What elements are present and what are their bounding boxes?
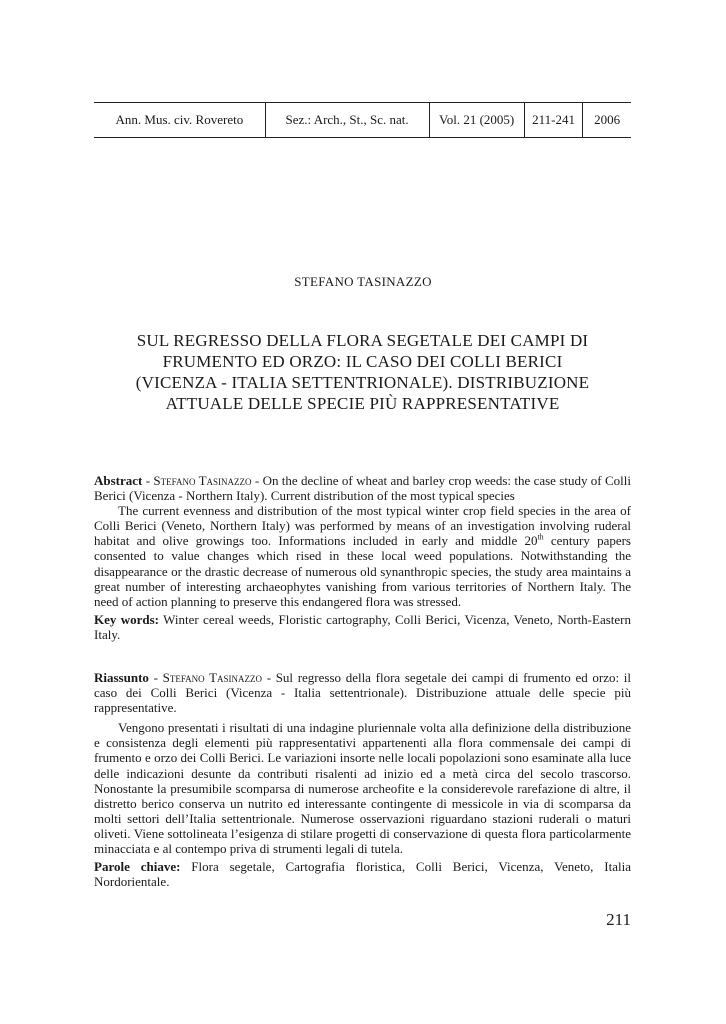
title-line: SUL REGRESSO DELLA FLORA SEGETALE DEI CAMPI DI — [136, 331, 589, 350]
abstract-label: Abstract — [94, 473, 143, 488]
abstract-heading-text: - On the decline of wheat and barley crop weeds: the case study of Colli Berici (Vicenza - Northern Italy). Current distribution of the most typical species — [94, 473, 631, 504]
riassunto-section — [94, 670, 631, 889]
riassunto-heading-text: - Sul regresso della flora segetale dei campi di frumento ed orzo: il caso dei Colli Berici (Vicenza - Italia settentrionale). Distribuzione attuale delle specie più rappresentative. — [94, 670, 631, 716]
page-number: 211 — [606, 910, 631, 929]
riassunto-author: Stefano Tasinazzo — [162, 670, 263, 685]
title-line: (VICENZA - ITALIA SETTENTRIONALE). DISTRIBUZIONE — [135, 373, 590, 392]
abstract-section — [94, 473, 631, 642]
journal-volume: Vol. 21 (2005) — [430, 103, 525, 137]
abstract-heading — [94, 473, 631, 503]
riassunto-separator: - — [148, 670, 163, 685]
keywords — [94, 612, 631, 642]
abstract-separator: - — [142, 473, 154, 488]
title-line: ATTUALE DELLE SPECIE PIÙ RAPPRESENTATIVE — [165, 394, 560, 413]
abstract-author: Stefano Tasinazzo — [153, 473, 252, 488]
author-name: STEFANO TASINAZZO — [294, 274, 432, 289]
abstract-body-text-cont: century papers consented to value changes which rised in these local weed populations. Notwithstanding the disappearance or the drastic decrease of numerous old synanthropic species, the study area maintains a great number of interesting archaeophytes vanishing from various territories of Northern Italy. The need of action planning to preserve this endangered flora was stressed. — [94, 533, 631, 609]
abstract-sup: th — [537, 533, 544, 543]
abstract-body-text: The current evenness and distribution of the most typical winter crop field species in the area of Colli Berici (Veneto, Northern Italy) was performed by means of an investigation involving ruderal habitat and olive growings too. Informations included in early and middle 20 — [94, 503, 631, 549]
journal-header — [94, 102, 631, 138]
journal-year: 2006 — [594, 112, 621, 127]
journal-name: Ann. Mus. civ. Rovereto — [94, 103, 266, 137]
parole-chiave-text: Flora segetale, Cartografia floristica, Colli Berici, Vicenza, Veneto, Italia Nordorientale. — [94, 859, 631, 890]
title-line: FRUMENTO ED ORZO: IL CASO DEI COLLI BERICI — [162, 352, 563, 371]
article-title — [94, 330, 631, 414]
journal-pages: 211-241 — [525, 103, 584, 137]
riassunto-label: Riassunto — [94, 670, 149, 685]
riassunto-heading — [94, 670, 631, 715]
keywords-text: Winter cereal weeds, Floristic cartography, Colli Berici, Vicenza, Veneto, North-Eastern Italy. — [94, 611, 631, 642]
journal-section: Sez.: Arch., St., Sc. nat. — [266, 103, 430, 137]
parole-chiave-label: Parole chiave: — [94, 859, 181, 875]
keywords-label: Key words: — [94, 611, 160, 627]
abstract-body — [94, 503, 631, 609]
parole-chiave — [94, 859, 631, 889]
riassunto-body: Vengono presentati i risultati di una indagine pluriennale volta alla definizione della distribuzione e consistenza degli elementi più rappresentativi appartenenti alla flora commensale dei campi di frumento e orzo dei Colli Berici. Le variazioni insorte nelle locali popolazioni sono esaminate alla luce delle indicazioni desunte da contributi risalenti ad inizio ed a metà circa del secolo trascorso. Nonostante la presumibile scomparsa di numerose archeofite e la considerevole rarefazione di altre, il distretto berico conserva un nutrito ed interessante contingente di messicole in via di scomparsa da molti settori dell’Italia settentrionale. Numerose osservazioni riguardano stazioni ruderali o maturi oliveti. Viene sottolineata l’esigenza di stilare progetti di conservazione di questa flora particolarmente minacciata e al contempo priva di strumenti legali di tutela. — [94, 720, 631, 857]
